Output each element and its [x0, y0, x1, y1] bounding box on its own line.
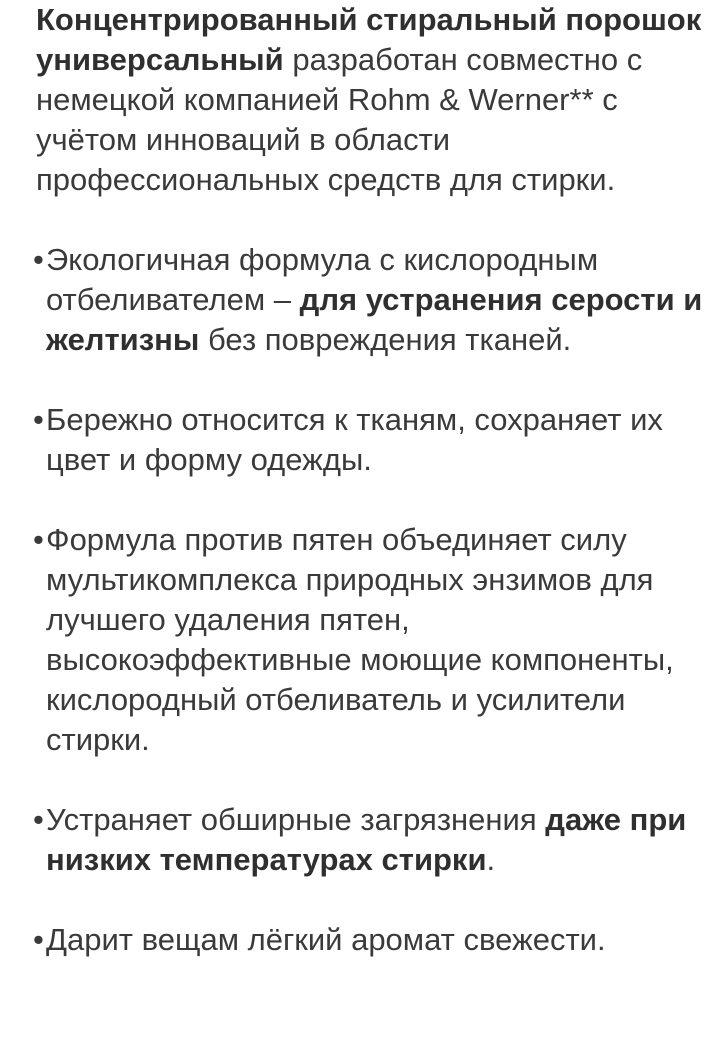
bullet-text-end: . [486, 842, 496, 877]
bullet-text: Экологичная формула с кислородным отбеливателем – [46, 242, 599, 317]
bullet-bold-text: даже при низких температурах стирки [46, 802, 687, 877]
bullet-marker: • [33, 522, 44, 557]
bullet-item-fabric-care [33, 400, 712, 480]
bullet-marker: • [33, 242, 44, 277]
bullet-item-fragrance [33, 920, 712, 960]
bullet-text: Бережно относится к тканям, сохраняет их цвет и форму одежды. [46, 402, 663, 477]
bullet-marker: • [33, 402, 44, 437]
bullet-text-end: без повреждения тканей. [199, 322, 572, 357]
intro-text: разработан совместно с немецкой компанией Rohm & Werner** с учётом инноваций в области профессиональных средств для стирки. [36, 42, 643, 197]
bullet-marker: • [33, 922, 44, 957]
bullet-marker: • [33, 802, 44, 837]
bullet-text: Формула против пятен объединяет силу мультикомплекса природных энзимов для лучшего удаления пятен, высокоэффективные моющие компоненты, кислородный отбеливатель и усилители стирки. [46, 522, 674, 757]
intro-bold-text: Концентрированный стиральный порошок универсальный [36, 2, 702, 77]
product-description [33, 0, 712, 960]
bullet-item-eco-formula [33, 240, 712, 360]
bullet-text: Дарит вещам лёгкий аромат свежести. [46, 922, 606, 957]
bullet-item-low-temperature [33, 800, 712, 880]
bullet-text: Устраняет обширные загрязнения [46, 802, 546, 837]
intro-paragraph [36, 0, 712, 200]
bullet-bold-text: для устранения серости и желтизны [46, 282, 703, 357]
bullet-item-stain-formula [33, 520, 712, 760]
